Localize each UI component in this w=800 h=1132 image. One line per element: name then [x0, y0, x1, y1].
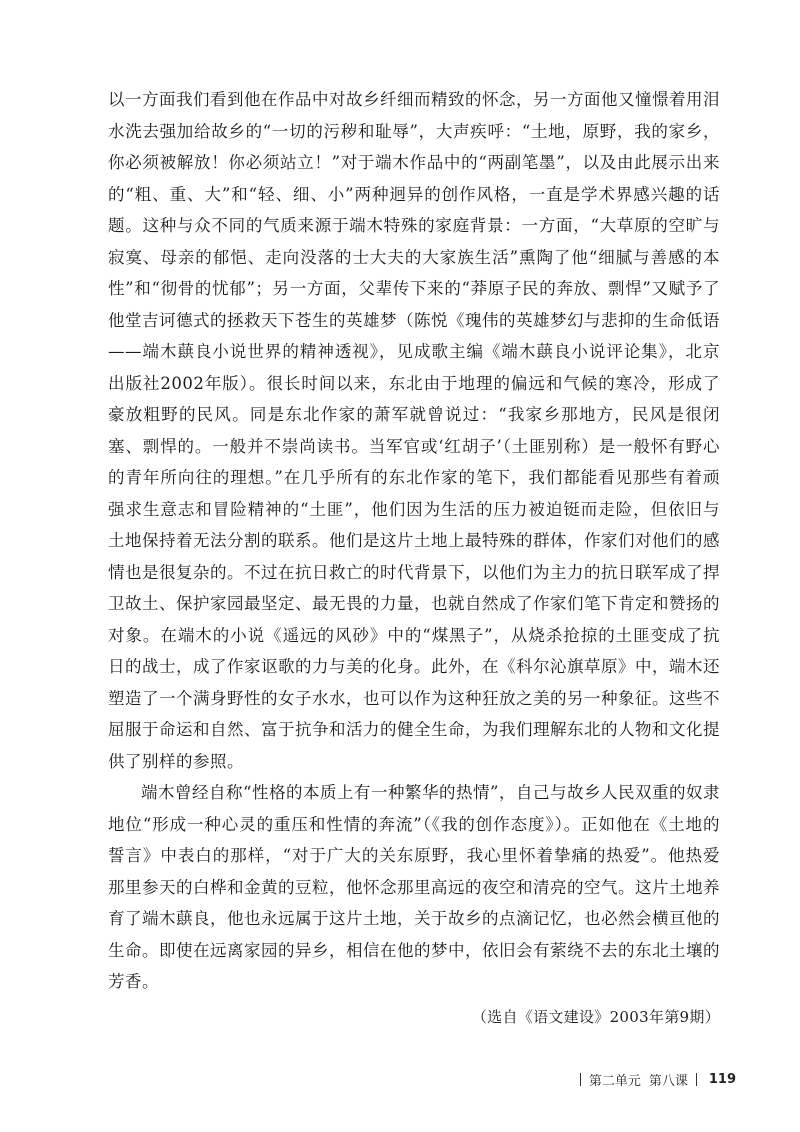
- footer-divider: [696, 1073, 697, 1086]
- page-footer: [580, 1070, 736, 1089]
- footer-unit: 第二单元: [588, 1074, 641, 1089]
- document-body: [108, 84, 720, 1032]
- source-citation: （选自《语文建设》2003年第9期）: [471, 1007, 720, 1026]
- paragraph-1: 以一方面我们看到他在作品中对故乡纤细而精致的怀念，另一方面他又憧憬着用泪水洗去强加给故乡的“一切的污秽和耻辱”，大声疾呼：“土地，原野，我的家乡，你必须被解放！你必须站立！”对于端木作品中的“两副笔墨”，以及由此展示出来的“粗、重、大”和“轻、细、小”两种迥异的创作风格，一直是学术界感兴趣的话题。这种与众不同的气质来源于端木特殊的家庭背景：一方面，“大草原的空旷与寂寞、母亲的郁悒、走向没落的士大夫的大家族生活”熏陶了他“细腻与善感的本性”和“彻骨的忧郁”；另一方面，父辈传下来的“莽原子民的奔放、剽悍”又赋予了他堂吉诃德式的拯救天下苍生的英雄梦（陈悦《瑰伟的英雄梦幻与悲抑的生命低语——端木蕻良小说世界的精神透视》，见成歌主编《端木蕻良小说评论集》，北京出版社2002年版）。很长时间以来，东北由于地理的偏远和气候的寒冷，形成了豪放粗野的民风。同是东北作家的萧军就曾说过：“我家乡那地方，民风是很闭塞、剽悍的。一般并不崇尚读书。当军官或‘红胡子’（土匪别称）是一般怀有野心的青年所向往的理想。”在几乎所有的东北作家的笔下，我们都能看见那些有着顽强求生意志和冒险精神的“土匪”，他们因为生活的压力被迫铤而走险，但依旧与土地保持着无法分割的联系。他们是这片土地上最特殊的群体，作家们对他们的感情也是很复杂的。不过在抗日救亡的时代背景下，以他们为主力的抗日联军成了捍卫故土、保护家园最坚定、最无畏的力量，也就自然成了作家们笔下肯定和赞扬的对象。在端木的小说《遥远的风砂》中的“煤黑子”，从烧杀抢掠的土匪变成了抗日的战士，成了作家讴歌的力与美的化身。此外，在《科尔沁旗草原》中，端木还塑造了一个满身野性的女子水水，也可以作为这种狂放之美的另一种象征。这些不屈服于命运和自然、富于抗争和活力的健全生命，为我们理解东北的人物和文化提供了别样的参照。: [108, 90, 720, 771]
- page-number: 119: [708, 1072, 736, 1087]
- footer-lesson: 第八课: [648, 1074, 688, 1089]
- footer-divider: [580, 1073, 581, 1086]
- paragraph-2: 端木曾经自称“性格的本质上有一种繁华的热情”，自己与故乡人民双重的奴隶地位“形成一种心灵的重压和性情的奔流”（《我的创作态度》）。正如他在《土地的誓言》中表白的那样，“对于广大的关东原野，我心里怀着挚痛的热爱”。他热爱那里参天的白桦和金黄的豆粒，他怀念那里高远的夜空和清亮的空气。这片土地养育了端木蕻良，他也永远属于这片土地，关于故乡的点滴记忆，也必然会横亘他的生命。即使在远离家园的异乡，相信在他的梦中，依旧会有萦绕不去的东北土壤的芳香。: [108, 783, 720, 991]
